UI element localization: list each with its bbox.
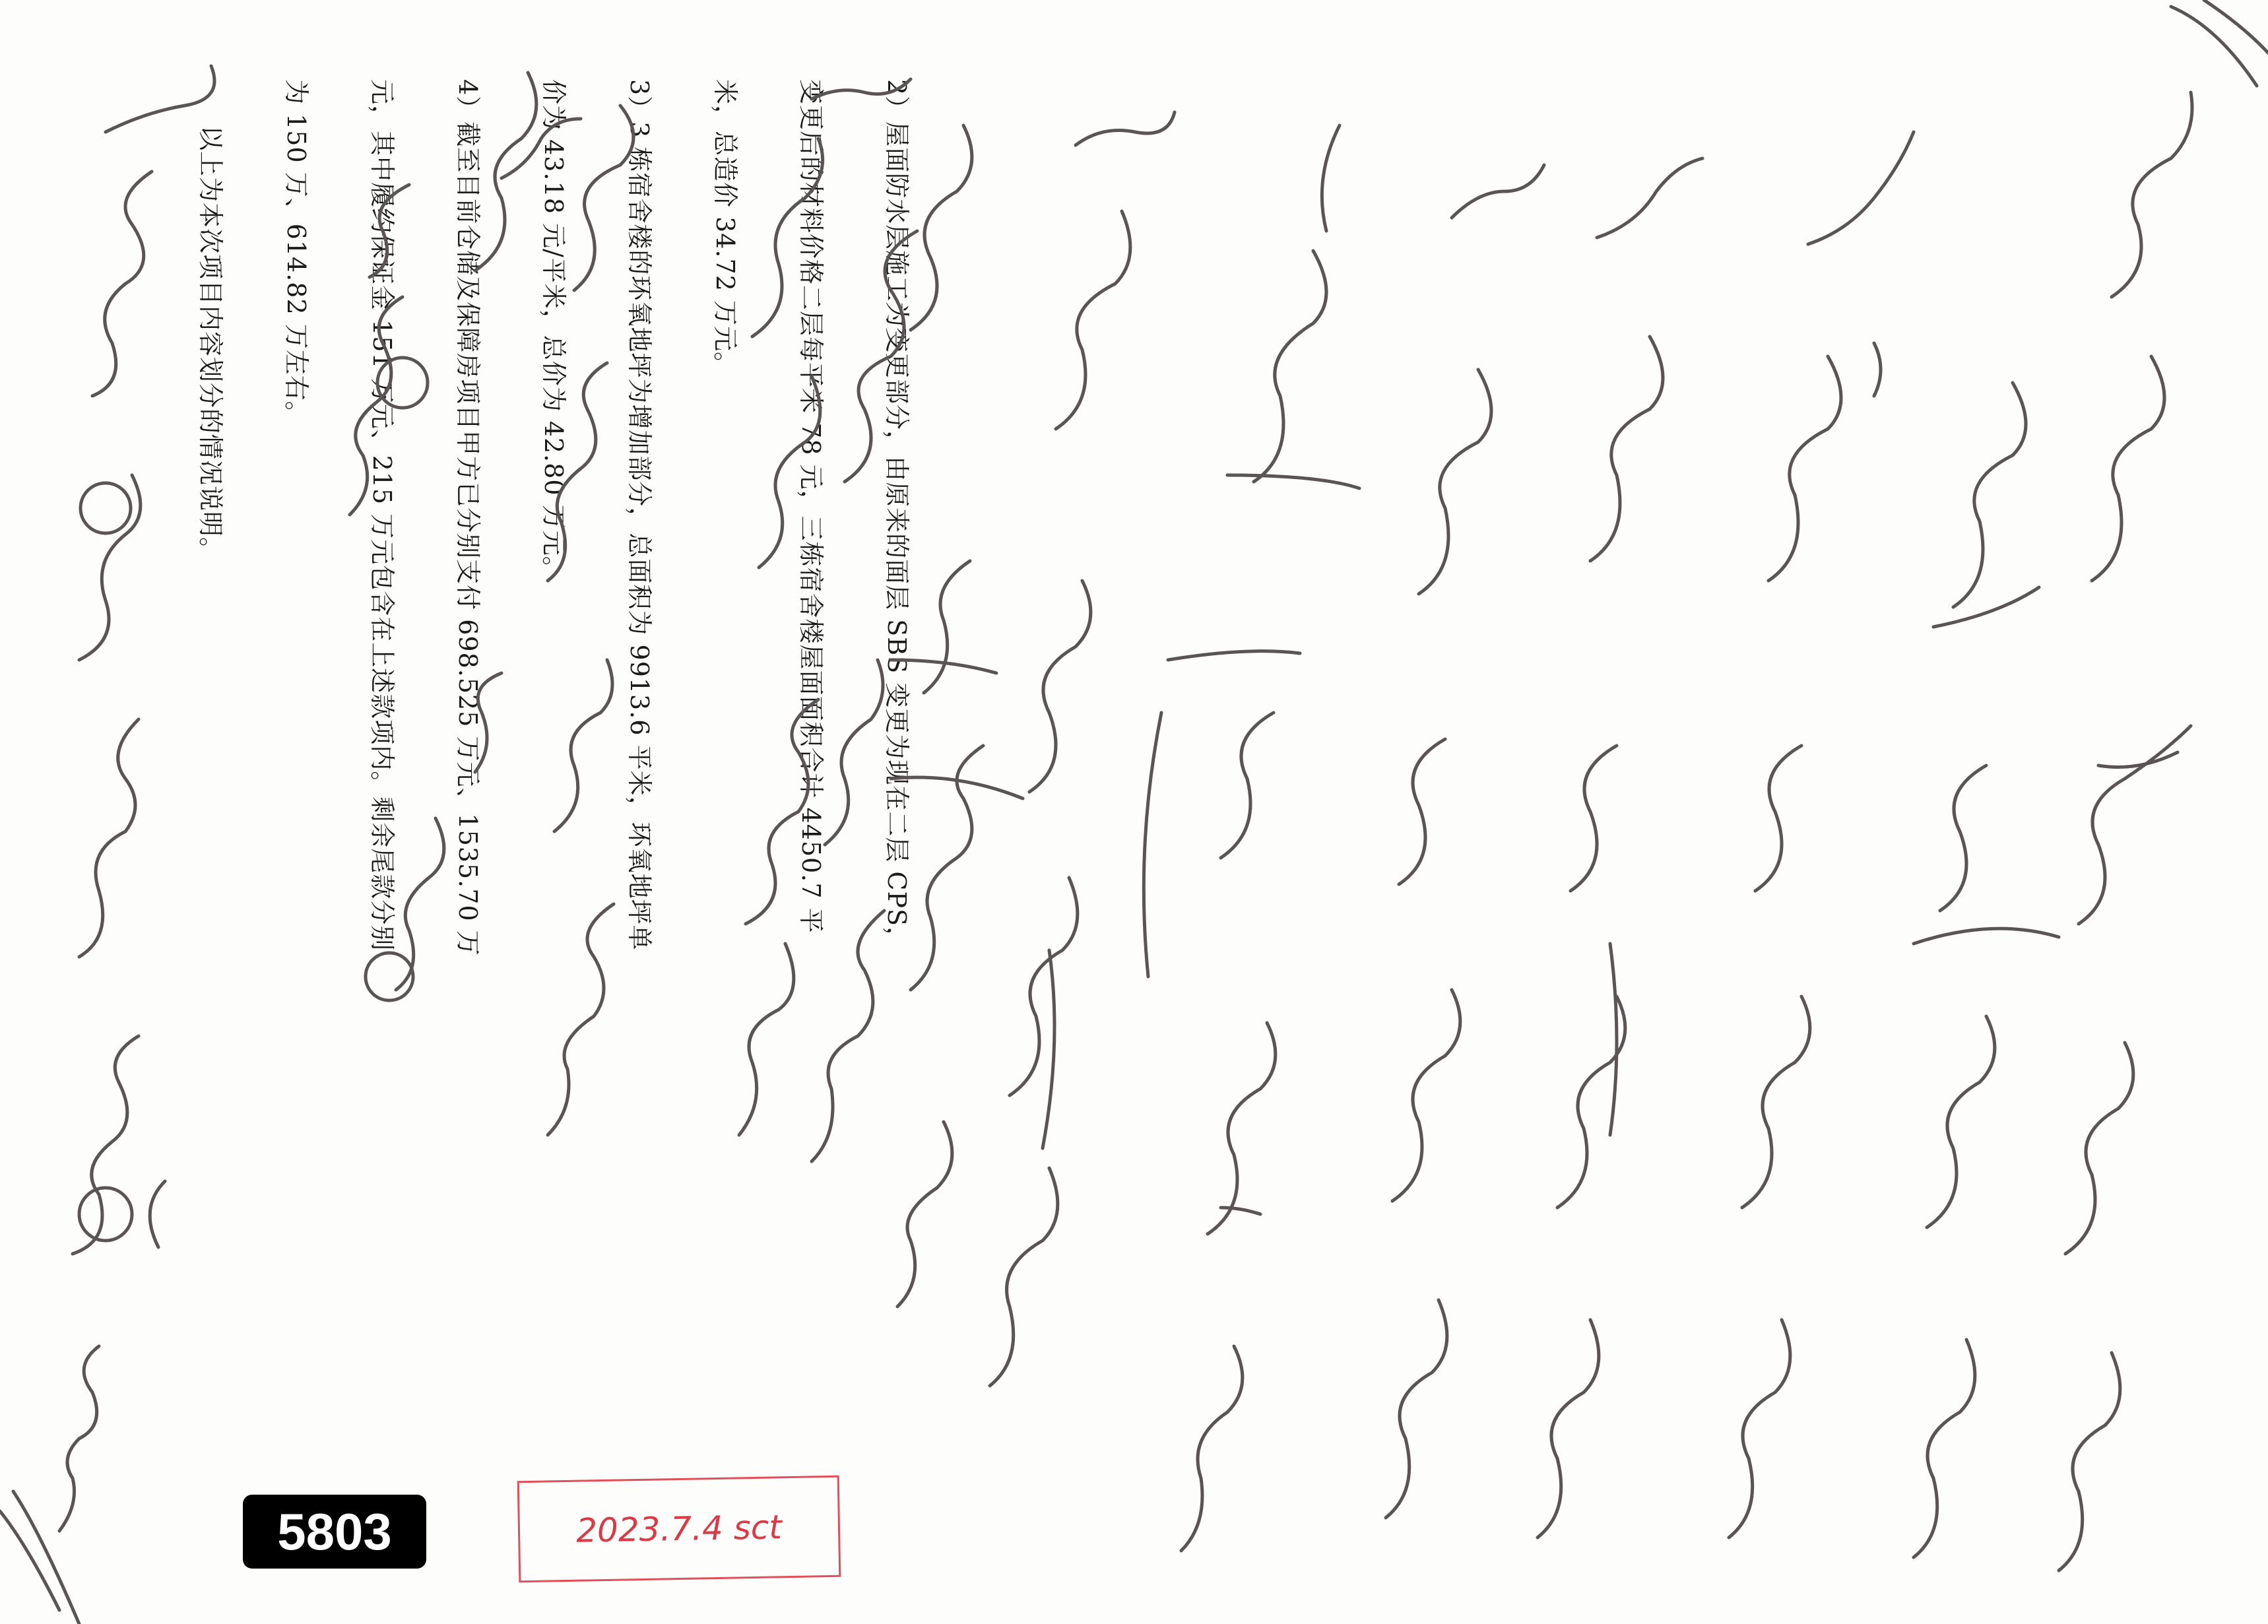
printed-line: 元，其中履约保证金 151 万元、215 万元包含在上述款项内。剩余尾款分别 (368, 79, 397, 952)
printed-line: 4）截至目前仓储及保障房项目甲方已分别支付 698.525 万元、1535.70 万 (453, 79, 482, 956)
date-stamp: 2023.7.4 sct (517, 1476, 841, 1582)
printed-line: 价为 43.18 元/平米，总价为 42.80 万元。 (539, 79, 568, 582)
printed-line: 为 150 万、614.82 万左右。 (282, 79, 311, 427)
printed-line: 以上为本次项目内容划分的情况说明。 (196, 125, 225, 564)
printed-line: 3）3 栋宿舍楼的环氧地坪为增加部分，总面积为 9913.6 平米，环氧地坪单 (625, 79, 654, 951)
id-badge: 5803 (243, 1495, 426, 1569)
printed-line: 2）屋面防水层施工为变更部分，由原来的面层 SBS 变更为现在二层 CPS， (882, 79, 911, 953)
printed-line: 变更后的材料价格二层每平米 78 元，三栋宿舍楼屋面面积合计 4450.7 平 (796, 79, 826, 934)
printed-line: 米，总造价 34.72 万元。 (711, 79, 740, 377)
